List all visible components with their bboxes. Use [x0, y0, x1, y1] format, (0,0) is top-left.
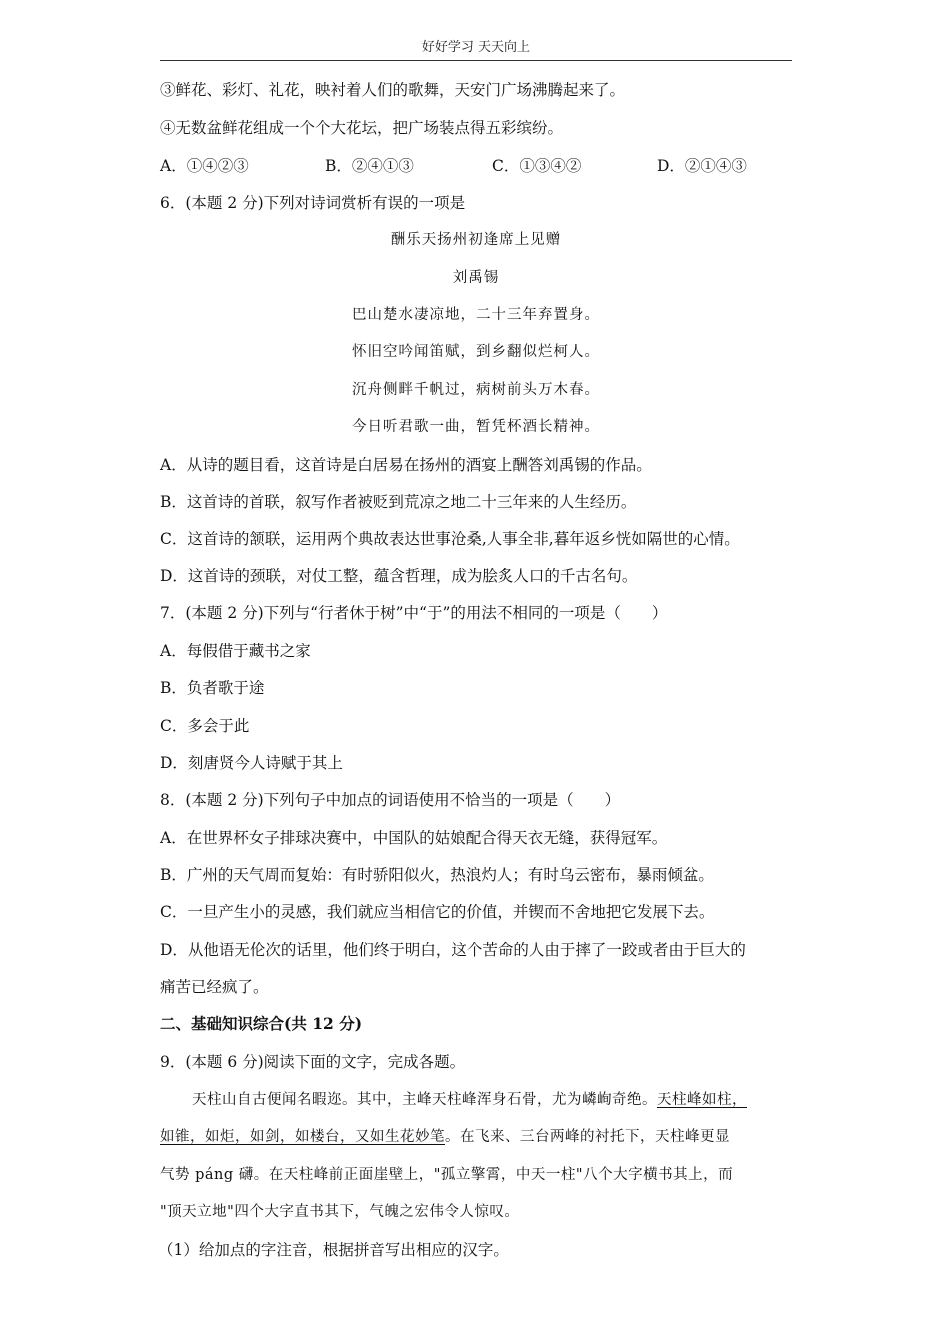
poem-author: 刘禹锡: [452, 270, 500, 286]
poem-line-3: 沉舟侧畔千帆过，病树前头万木春。: [352, 382, 600, 398]
passage-line-3: 气势 páng 礴。在天柱峰前正面崖壁上，"孤立擎霄，中天一柱"八个大字横书其上，而: [160, 1167, 734, 1183]
underlined-sentence: 如锥，如炬，如剑，如楼台，又如生花妙笔: [160, 1129, 445, 1145]
passage-line-2: [160, 1127, 730, 1147]
q6-option-a: A．从诗的题目看，这首诗是白居易在扬州的酒宴上酬答刘禹锡的作品。: [160, 456, 652, 474]
q7-option-d: D．刻唐贤今人诗赋于其上: [160, 754, 343, 772]
section-2-heading: 二、基础知识综合(共 12 分): [160, 1014, 363, 1033]
passage-line-4: "顶天立地"四个大字直书其下，气魄之宏伟令人惊叹。: [160, 1204, 520, 1220]
q7-stem: 7．(本题 2 分)下列与“行者休于树”中“于”的用法不相同的一项是（ ）: [160, 604, 668, 622]
q5-item-4: ④无数盆鲜花组成一个个大花坛，把广场装点得五彩缤纷。: [160, 119, 564, 137]
q6-option-c: C．这首诗的颔联，运用两个典故表达世事沧桑,人事全非,暮年返乡恍如隔世的心情。: [160, 530, 740, 548]
poem-title: 酬乐天扬州初逢席上见赠: [390, 232, 562, 248]
passage-text: 。在飞来、三台两峰的衬托下，天柱峰更显: [445, 1129, 730, 1145]
q7-option-a: A．每假借于藏书之家: [160, 642, 311, 660]
underlined-sentence: 天柱峰如柱，: [657, 1092, 747, 1108]
q8-stem: 8．(本题 2 分)下列句子中加点的词语使用不恰当的一项是（ ）: [160, 791, 621, 809]
q5-option-b: B．②④①③: [325, 157, 414, 175]
poem-line-4: 今日听君歌一曲，暂凭杯酒长精神。: [352, 419, 600, 435]
q8-option-d-line2: 痛苦已经疯了。: [160, 978, 269, 996]
q7-option-c: C．多会于此: [160, 717, 250, 735]
q6-stem: 6．(本题 2 分)下列对诗词赏析有误的一项是: [160, 194, 466, 212]
q8-option-d-line1: D．从他语无伦次的话里，他们终于明白，这个苦命的人由于摔了一跤或者由于巨大的: [160, 941, 746, 959]
poem-line-2: 怀旧空吟闻笛赋，到乡翻似烂柯人。: [352, 344, 600, 360]
passage-line-1: [192, 1090, 747, 1110]
q5-option-d: D．②①④③: [657, 157, 747, 175]
passage-text: 天柱山自古便闻名暇迩。其中，主峰天柱峰浑身石骨，尤为嶙峋奇绝。: [192, 1092, 657, 1108]
q9-stem: 9．(本题 6 分)阅读下面的文字，完成各题。: [160, 1053, 466, 1071]
q8-option-b: B．广州的天气周而复始：有时骄阳似火，热浪灼人；有时乌云密布，暴雨倾盆。: [160, 866, 714, 884]
q6-option-b: B．这首诗的首联，叙写作者被贬到荒凉之地二十三年来的人生经历。: [160, 493, 637, 511]
q5-item-3: ③鲜花、彩灯、礼花，映衬着人们的歌舞，天安门广场沸腾起来了。: [160, 81, 626, 99]
q5-option-a: A．①④②③: [160, 157, 249, 175]
q9-subquestion-1: （1）给加点的字注音，根据拼音写出相应的汉字。: [158, 1241, 509, 1259]
q6-option-d: D．这首诗的颈联，对仗工整，蕴含哲理，成为脍炙人口的千古名句。: [160, 567, 638, 585]
q8-option-c: C．一旦产生小的灵感，我们就应当相信它的价值，并锲而不舍地把它发展下去。: [160, 903, 715, 921]
poem-line-1: 巴山楚水凄凉地，二十三年弃置身。: [352, 307, 600, 323]
q5-option-c: C．①③④②: [492, 157, 582, 175]
q7-option-b: B．负者歌于途: [160, 679, 265, 697]
header-divider: [160, 60, 792, 61]
q8-option-a: A．在世界杯女子排球决赛中，中国队的姑娘配合得天衣无缝，获得冠军。: [160, 829, 668, 847]
page-header: 好好学习 天天向上: [421, 40, 531, 55]
